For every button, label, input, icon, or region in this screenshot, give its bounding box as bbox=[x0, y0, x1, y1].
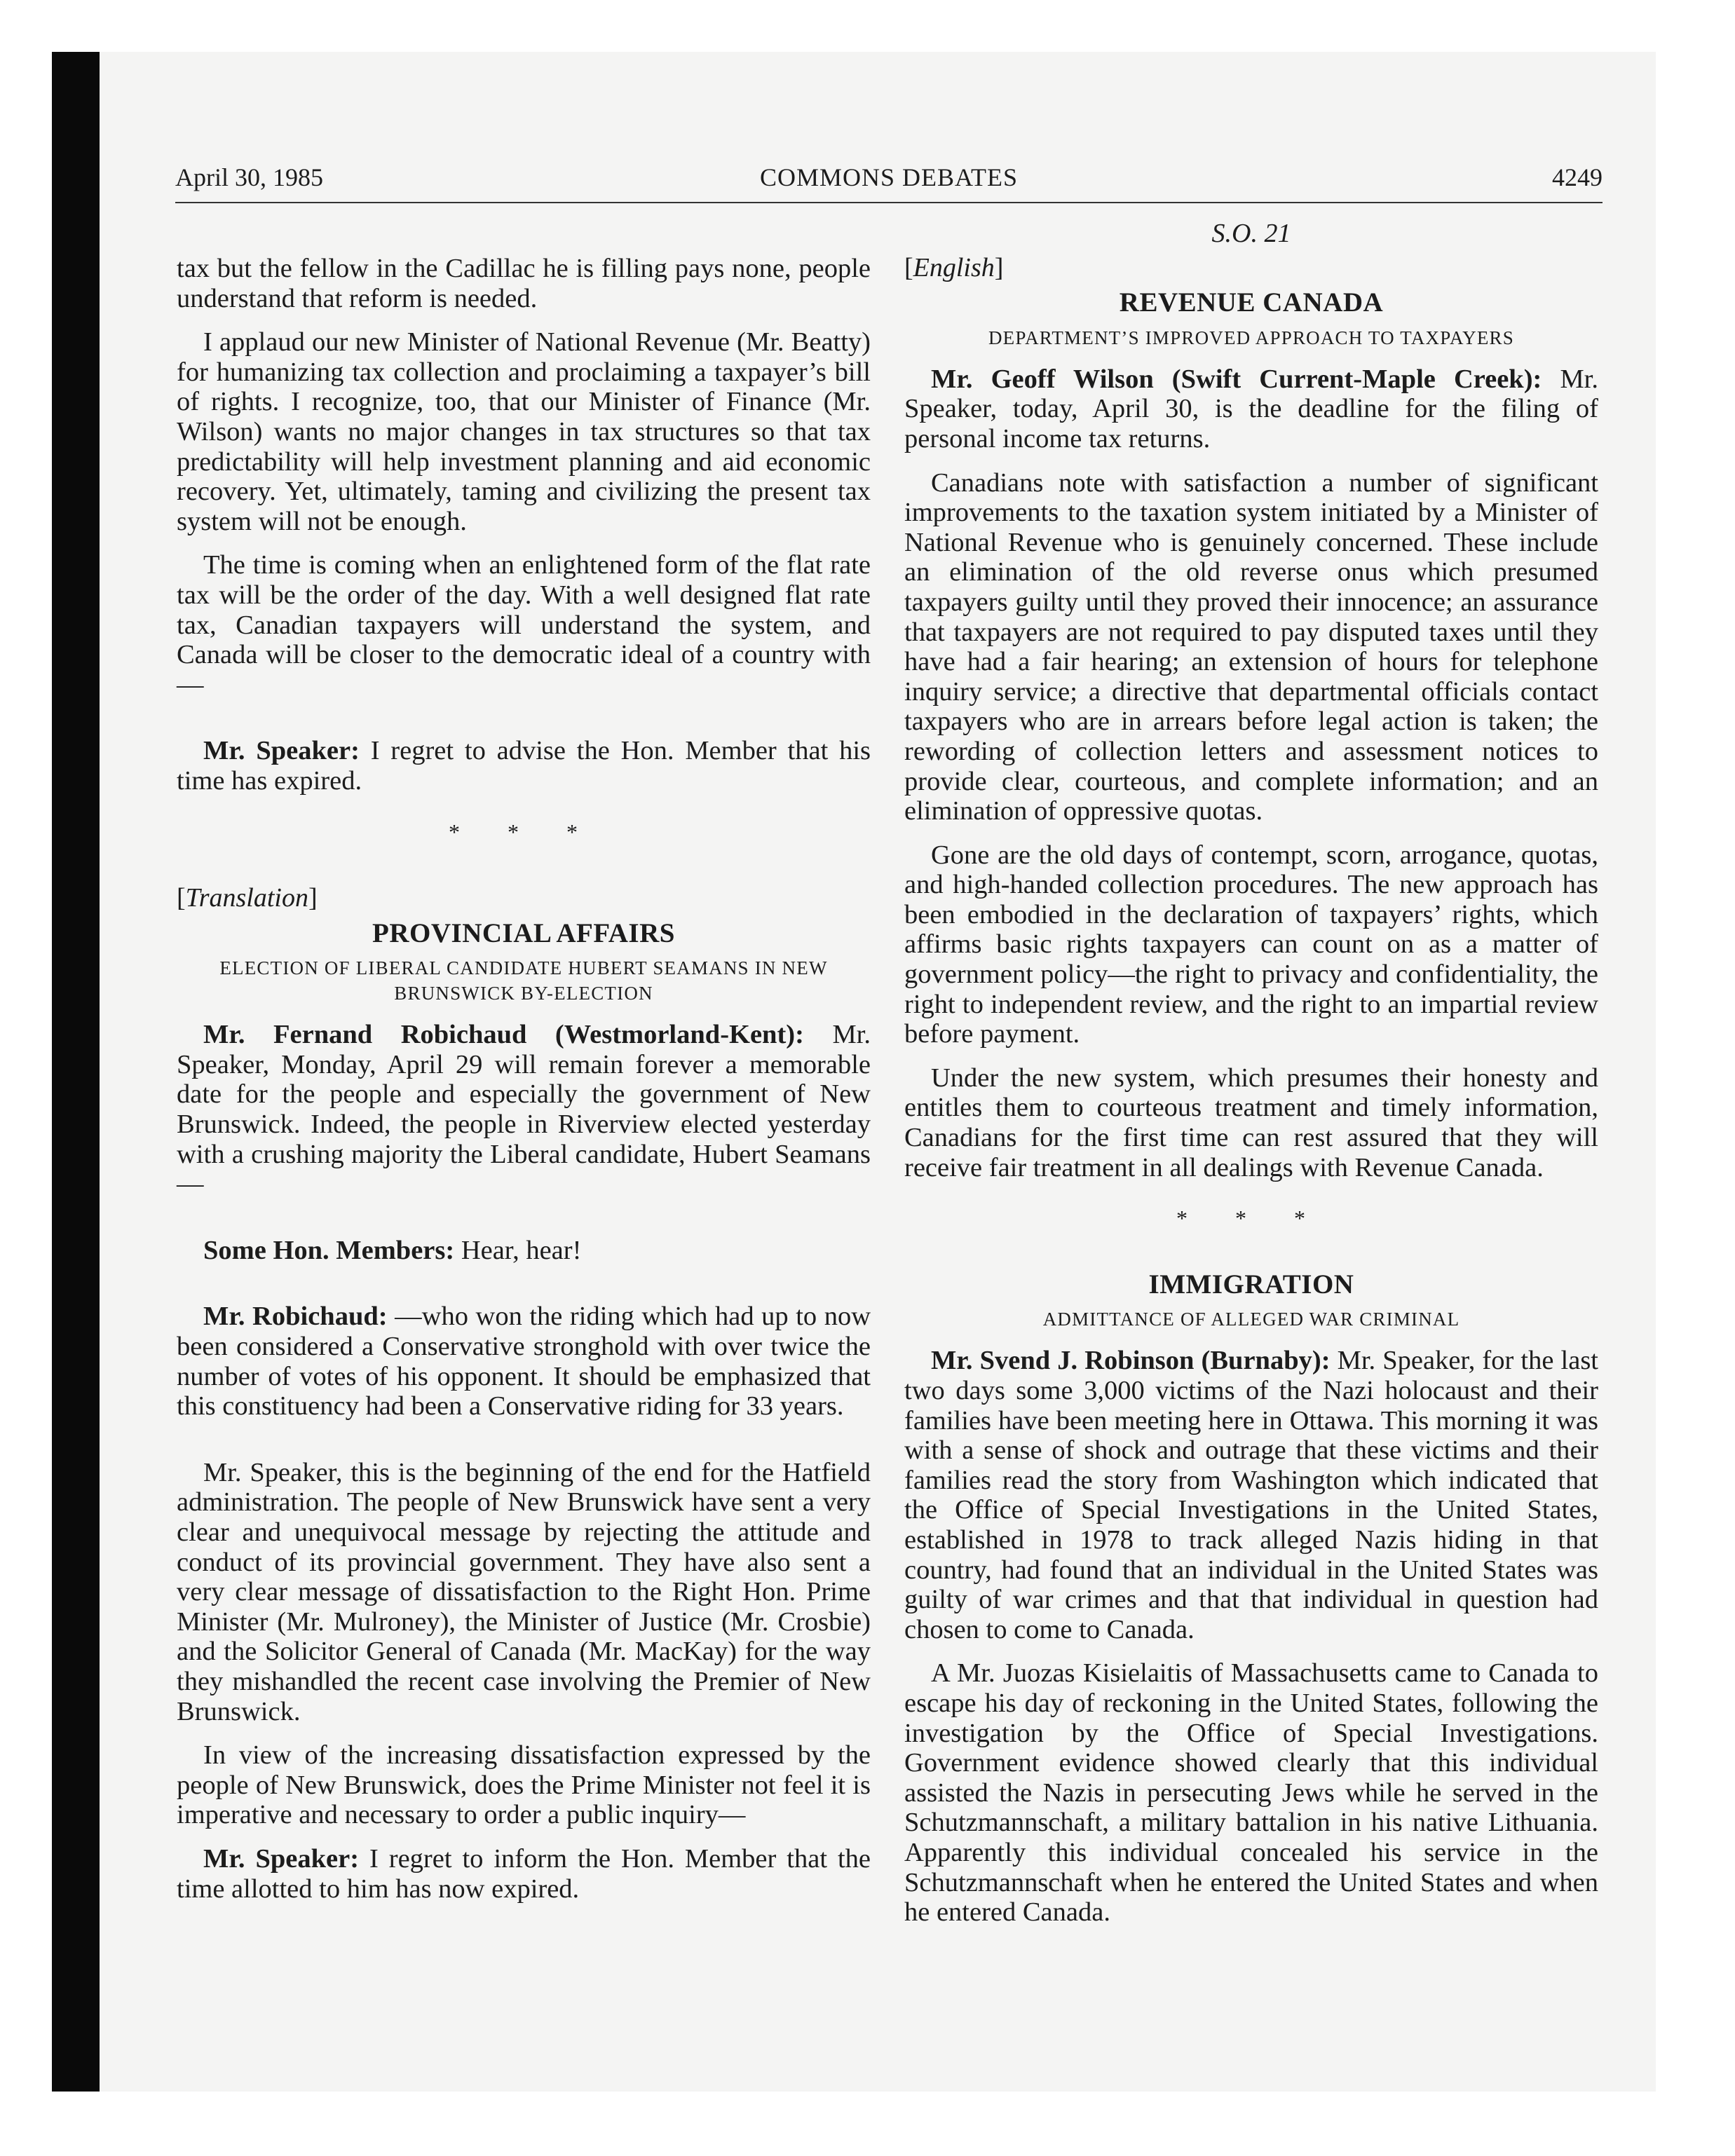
section-heading: IMMIGRATION bbox=[1148, 1269, 1354, 1299]
section-heading: REVENUE CANADA bbox=[1119, 287, 1384, 318]
speech-paragraph bbox=[177, 1236, 871, 1266]
paragraph: Canadians note with satisfaction a number of significant improvements to the taxation system initiated by a Minister of National Revenue who is genuinely concerned. These include an elimination of the old reverse onus which presumed taxpayers guilty until they proved their innocence; an assurance that taxpayers are not required to pay disputed taxes until they have had a fair hearing; an extension of hours for telephone inquiry service; a directive that departmental officials contact taxpayers who are in arrears before legal action is taken; the rewording of collection letters and assessment notices to provide clear, courteous, and complete information; and an elimination of oppressive quotas. bbox=[904, 468, 1598, 826]
speaker-name: Mr. Svend J. Robinson (Burnaby): bbox=[931, 1346, 1331, 1376]
speaker-name: Mr. Speaker: bbox=[203, 736, 360, 766]
speech-paragraph bbox=[177, 1020, 871, 1199]
speaker-name: Mr. Geoff Wilson (Swift Current-Maple Creek): bbox=[931, 364, 1542, 394]
standing-order-label: S.O. 21 bbox=[1211, 219, 1291, 248]
speaker-name: Some Hon. Members: bbox=[203, 1235, 455, 1265]
paragraph: Mr. Speaker, this is the beginning of the end for the Hatfield administration. The people of New Brunswick have sent a very clear and unequivocal message by rejecting the attitude and conduct of its provincial government. They have also sent a very clear message of dissatisfaction to the Right Hon. Prime Minister (Mr. Mulroney), the Minister of Justice (Mr. Crosbie) and the Solicitor General of Canada (Mr. MacKay) for the way they mishandled the recent case involving the Premier of New Brunswick. bbox=[177, 1457, 871, 1726]
speech-paragraph bbox=[177, 736, 871, 796]
paragraph: I applaud our new Minister of National Revenue (Mr. Beatty) for humanizing tax collection and proclaiming a taxpayer’s bill of rights. I recognize, too, that our Minister of Finance (Mr. Wilson) wants no major changes in tax structures so that tax predictability will help investment planning and aid economic recovery. Yet, ultimately, taming and civilizing the present tax system will not be enough. bbox=[177, 327, 871, 536]
language-note: [English] bbox=[904, 252, 1004, 282]
speech-text: Mr. Speaker, today, April 30, is the deadline for the filing of personal income tax returns. bbox=[904, 364, 1599, 453]
language-note-text: Translation bbox=[185, 883, 308, 913]
speech-text: Mr. Speaker, for the last two days some 3,000 victims of the Nazi holocaust and their families have been meeting here in Ottawa. This morning it was with a sense of shock and outrage that these victims and their families read the story from Washington which indicated that the Office of Special Investigations in the United States, established in 1978 to track alleged Nazis hiding in that country, had found that an individual in the United States was guilty of war crimes and that that individual in question had chosen to come to Canada. bbox=[904, 1346, 1598, 1644]
language-note-text: English bbox=[913, 252, 995, 282]
running-head bbox=[175, 163, 1603, 202]
paragraph: In view of the increasing dissatisfaction expressed by the people of New Brunswick, does the Prime Minister not feel it is imperative and necessary to order a public inquiry— bbox=[177, 1740, 871, 1830]
section-subheading: ELECTION OF LIBERAL CANDIDATE HUBERT SEAMANS IN NEW BRUNSWICK BY-ELECTION bbox=[219, 957, 828, 1004]
header-date: April 30, 1985 bbox=[175, 163, 323, 191]
paragraph: Under the new system, which presumes their honesty and entitles them to courteous treatment and timely information, Canadians for the first time can rest assured that they will receive fair treatment in all dealings with Revenue Canada. bbox=[904, 1063, 1598, 1182]
language-note: [Translation] bbox=[177, 883, 318, 913]
section-separator: * * * bbox=[449, 819, 599, 845]
header-rule bbox=[175, 202, 1603, 203]
speech-text: I regret to advise the Hon. Member that his time has expired. bbox=[177, 736, 871, 796]
speaker-name: Mr. Speaker: bbox=[203, 1843, 360, 1874]
paragraph: The time is coming when an enlightened form of the flat rate tax will be the order of the day. With a well designed flat rate tax, Canadian taxpayers will understand the system, and Canada will be closer to the democratic ideal of a country with— bbox=[177, 550, 871, 700]
right-column bbox=[904, 219, 1599, 1942]
section-heading: PROVINCIAL AFFAIRS bbox=[372, 917, 675, 948]
section-subheading: DEPARTMENT’S IMPROVED APPROACH TO TAXPAYERS bbox=[988, 327, 1514, 348]
speech-text: —who won the riding which had up to now been considered a Conservative stronghold with over twice the number of votes of his opponent. It should be emphasized that this constituency had been a Conservative riding for 33 years. bbox=[177, 1302, 871, 1421]
section-subheading: ADMITTANCE OF ALLEGED WAR CRIMINAL bbox=[1042, 1309, 1460, 1330]
speech-text: Mr. Speaker, Monday, April 29 will remain forever a memorable date for the people and especially the government of New Brunswick. Indeed, the people in Riverview elected yesterday with a crushing majority the Liberal candidate, Hubert Seamans— bbox=[177, 1020, 871, 1199]
speech-paragraph bbox=[177, 1302, 871, 1421]
speech-paragraph bbox=[177, 1844, 871, 1904]
speech-text: I regret to inform the Hon. Member that the time allotted to him has now expired. bbox=[177, 1843, 871, 1904]
header-page-number: 4249 bbox=[1552, 163, 1603, 191]
speech-paragraph bbox=[904, 1346, 1598, 1644]
section-separator: * * * bbox=[1176, 1206, 1326, 1231]
header-title: COMMONS DEBATES bbox=[759, 163, 1019, 191]
speech-text: Hear, hear! bbox=[461, 1235, 582, 1265]
paragraph: tax but the fellow in the Cadillac he is filling pays none, people understand that reform is needed. bbox=[177, 254, 871, 313]
left-column bbox=[177, 254, 871, 1918]
paragraph: Gone are the old days of contempt, scorn, arrogance, quotas, and high-handed collection procedures. The new approach has been embodied in the declaration of taxpayers’ rights, which affirms basic rights taxpayers can count on as a matter of government policy—the right to privacy and confidentiality, the right to independent review, and the right to an impartial review before payment. bbox=[904, 840, 1598, 1049]
speech-paragraph bbox=[904, 364, 1598, 454]
speaker-name: Mr. Fernand Robichaud (Westmorland-Kent): bbox=[203, 1020, 804, 1050]
paragraph: A Mr. Juozas Kisielaitis of Massachusetts came to Canada to escape his day of reckoning in the United States, following the investigation by the Office of Special Investigations. Government evidence showed clearly that this individual assisted the Nazis in persecuting Jews while he served in the Schutzmannschaft, a military battalion in his native Lithuania. Apparently this individual concealed his service in the Schutzmannschaft when he entered the United States and when he entered Canada. bbox=[904, 1658, 1598, 1928]
speaker-name: Mr. Robichaud: bbox=[203, 1302, 388, 1332]
scan-edge-bar bbox=[52, 52, 100, 2092]
